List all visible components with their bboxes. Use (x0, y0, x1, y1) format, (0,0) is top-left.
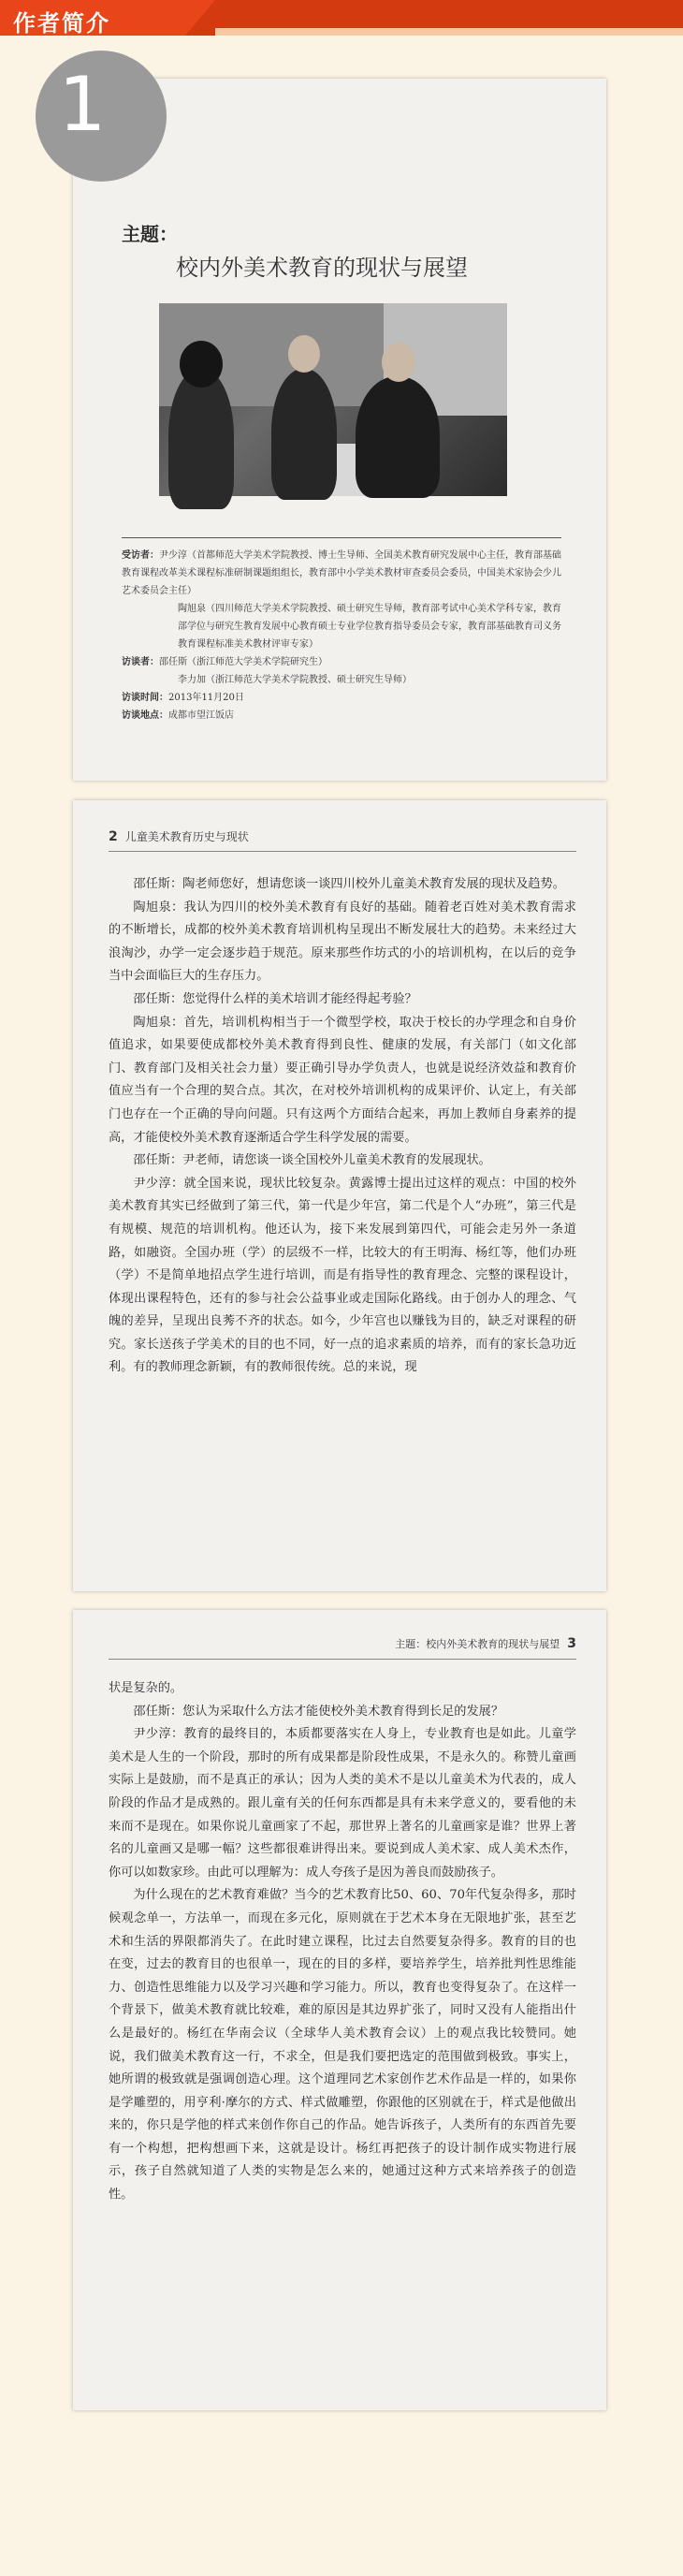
paragraph: 陶旭泉：首先，培训机构相当于一个微型学校，取决于校长的办学理念和自身价值追求，如果要使成都校外美术教育得到良性、健康的发展，有关部门（如文化部门、教育部门及相关社会力量）要正确引导办学负责人，也就是说经济效益和教育价值应当有一个合理的契合点。其次，在对校外培训机构的成果评价、认定上，有关部门也存在一个正确的导向问题。只有这两个方面结合起来，再加上教师自身素养的提高，才能使校外美术教育逐渐适合学生科学发展的需要。 (109, 1015, 576, 1145)
place-value: 成都市望江饭店 (168, 710, 234, 721)
book-page-3 (73, 1610, 606, 2410)
paragraph: 邵任斯：陶老师您好，想请您谈一谈四川校外儿童美术教育发展的现状及趋势。 (133, 877, 565, 891)
interviewee-2: 陶旭泉（四川师范大学美术学院教授、硕士研究生导师，教育部考试中心美术学科专家，教育部学位与研究生教育发展中心教育硕士专业学位教育指导委员会专家，教育部基础教育司义务教育课程标准美术教材评审专家） (178, 604, 561, 650)
paragraph: 邵任斯：您觉得什么样的美术培训才能经得起考验？ (133, 991, 417, 1006)
paragraph: 为什么现在的艺术教育难做？当今的艺术教育比50、60、70年代复杂得多，那时候观念单一，方法单一，而现在多元化，原则就在于艺术本身在无限地扩张，甚至艺术和生活的界限都消失了。在此时建立课程，比过去自然要复杂得多。教育的目的也在变，过去的教育目的也很单一，现在的目的多样，要培养学生，培养批判性思维能力、创造性思维能力以及学习兴趣和学习能力。所以，教育也变得复杂了。在这样一个背景下，做美术教育就比较难，难的原因是其边界扩张了，同时又没有人能指出什么是最好的。杨红在华南会议（全球华人美术教育会议）上的观点我比较赞同。她说，我们做美术教育这一行，不求全，但是我们要把选定的范围做到极致。事实上，她所谓的极致就是强调创造心理。这个道理同艺术家创作艺术作品是一样的，如果你是学雕塑的，用亨利·摩尔的方式、样式做雕塑，你跟他的区别就在于，样式是他做出来的，你只是学他的样式来创作你自己的作品。她告诉孩子，人类所有的东西首先要有一个构想，把构想画下来，这就是设计。杨红再把孩子的设计制作成实物进行展示，孩子自然就知道了人类的实物是怎么来的，她通过这种方式来培养孩子的创造性。 (109, 1888, 576, 2203)
paragraph: 尹少淳：就全国来说，现状比较复杂。黄露博士提出过这样的观点：中国的校外美术教育其实已经做到了第三代，第一代是少年宫，第二代是个人“办班”，第三代是有规模、规范的培训机构。他还认为，接下来发展到第四代，可能会走另外一条道路，如融资。全国办班（学）的层级不一样，比较大的有王明海、杨红等，他们办班（学）不是简单地招点学生进行培训，而是有指导性的教育理念、完整的课程设计，体现出课程特色，还有的参与社会公益事业或走国际化路线。由于创办人的理念、气魄的差异，呈现出良莠不齐的状态。如今，少年宫也以赚钱为目的，缺乏对课程的研究。家长送孩子学美术的目的也不同，好一点的追求素质的培养，而有的家长急功近利。有的教师理念新颖，有的教师很传统。总的来说，现 (109, 1176, 576, 1375)
page-2-body (109, 873, 576, 1380)
place-label: 访谈地点： (122, 710, 168, 721)
book-page-2 (73, 800, 606, 1591)
topic-label: 主题： (122, 223, 178, 245)
page-number: 2 (109, 829, 118, 844)
paragraph: 邵任斯：您认为采取什么方法才能使校外美术教育得到长足的发展？ (133, 1704, 504, 1719)
page-3-body (109, 1677, 576, 2207)
paragraph: 陶旭泉：我认为四川的校外美术教育有良好的基础。随着老百姓对美术教育需求的不断增长，成都的校外美术教育培训机构呈现出不断发展壮大的趋势。未来经过大浪淘沙，办学一定会逐步趋于规范。原来那些作坊式的小的培训机构，在以后的竞争当中会面临巨大的生存压力。 (109, 900, 576, 984)
book-page-1 (58, 61, 606, 781)
interviewer-2: 李力加（浙江师范大学美术学院教授、硕士研究生导师） (178, 675, 412, 685)
page-2-header (109, 828, 576, 852)
paragraph: 尹少淳：教育的最终目的，本质都要落实在人身上，专业教育也是如此。儿童学美术是人生的一个阶段，那时的所有成果都是阶段性成果，不是永久的。称赞儿童画实际上是鼓励，而不是真正的承认；因为人类的美术不是以儿童美术为代表的，成人阶段的作品才是成熟的。跟儿童有关的任何东西都是具有未来学意义的，要看他的未来而不是现在。如果你说儿童画家了不起，那世界上著名的儿童画家是谁？世界上著名的儿童画又是哪一幅？这些都很难讲得出来。要说到成人美术家、成人美术杰作，你可以如数家珍。由此可以理解为：成人夸孩子是因为善良而鼓励孩子。 (109, 1727, 576, 1880)
page-3-header (109, 1636, 576, 1660)
paragraph: 邵任斯：尹老师，请您谈一谈全国校外儿童美术教育的发展现状。 (133, 1153, 491, 1168)
info-rule (122, 537, 561, 538)
interviewers-label: 访谈者： (122, 657, 159, 667)
running-head: 主题：校内外美术教育的现状与展望 (395, 1638, 560, 1650)
interview-photo (159, 303, 507, 496)
time-value: 2013年11月20日 (168, 693, 244, 703)
section-title: 作者简介 (13, 10, 110, 37)
header-stripe (215, 28, 683, 36)
time-label: 访谈时间： (122, 693, 168, 703)
interview-info (122, 547, 561, 724)
running-head: 儿童美术教育历史与现状 (124, 830, 249, 843)
interviewee-1: 尹少淳（首都师范大学美术学院教授、博士生导师、全国美术教育研究发展中心主任，教育部基础教育课程改革美术课程标准研制课题组组长，教育部中小学美术教材审查委员会委员，中国美术家协会少儿艺术委员会主任） (122, 550, 561, 596)
chapter-number: 1 (58, 61, 107, 148)
page-number: 3 (567, 1636, 576, 1651)
interviewees-label: 受访者： (122, 550, 159, 561)
interviewer-1: 邵任斯（浙江师范大学美术学院研究生） (159, 657, 327, 667)
paragraph: 状是复杂的。 (109, 1681, 183, 1695)
topic-title: 校内外美术教育的现状与展望 (176, 255, 468, 281)
chapter-badge (36, 51, 167, 182)
